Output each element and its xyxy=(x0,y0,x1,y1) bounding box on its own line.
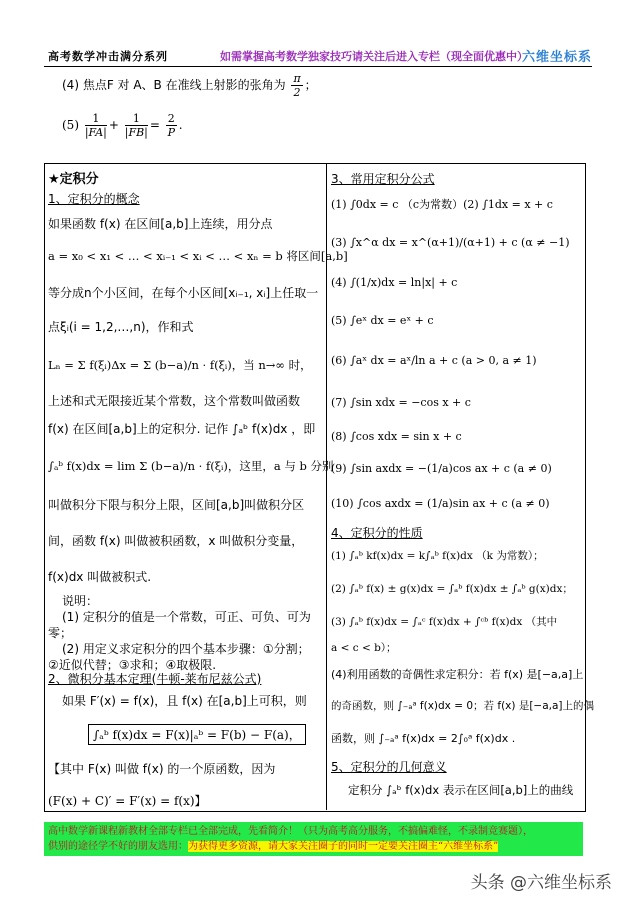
formula-4: (4) ∫(1/x)dx = ln|x| + c xyxy=(331,276,458,289)
footer-line-2b: 为获得更多资源，请大家关注圈子的同时一定要关注圈主“六维坐标系” xyxy=(188,841,499,852)
item-5-label: (5) xyxy=(62,118,79,132)
def-p10: 间，函数 f(x) 叫做被积函数，x 叫做积分变量， xyxy=(48,534,304,548)
formula-7: (7) ∫sin xdx = −cos x + c xyxy=(331,396,471,409)
item-5-rhs: 2 xyxy=(167,112,175,125)
def-p11: f(x)dx 叫做被积式. xyxy=(48,570,152,584)
formula-9: (9) ∫sin axdx = −(1/a)cos ax + c (a ≠ 0) xyxy=(331,462,552,475)
ftc-formula xyxy=(88,724,306,745)
def-p4: 点ξᵢ(i = 1,2,…,n)，作和式 xyxy=(48,320,194,334)
item-5-rhs-den: P xyxy=(167,126,175,139)
def-p6: 上述和式无限接近某个常数，这个常数叫做函数 xyxy=(48,394,301,408)
prop-4: (4)利用函数的奇偶性求定积分：若 f(x) 是[−a,a]上 xyxy=(331,668,584,681)
item-4-frac xyxy=(291,72,302,99)
note-2b: ②近似代替；③求和；④取极限. xyxy=(48,658,217,672)
footer-banner xyxy=(44,822,583,856)
formula-5: (5) ∫eˣ dx = eˣ + c xyxy=(331,314,434,327)
note-2: (2) 用定义求定积分的四个基本步骤：①分割； xyxy=(62,642,310,656)
formula-10: (10) ∫cos axdx = (1/a)sin ax + c (a ≠ 0) xyxy=(331,497,550,510)
def-p8: ∫ₐᵇ f(x)dx = lim Σ (b−a)/n · f(ξᵢ)，这里，a 与 b 分别 xyxy=(48,459,334,473)
formula-8: (8) ∫cos xdx = sin x + c xyxy=(331,430,462,443)
def-p1: 如果函数 f(x) 在区间[a,b]上连续，用分点 xyxy=(48,217,273,231)
prop-3b: a < c < b）； xyxy=(331,642,397,654)
formula-3: (3) ∫x^α dx = x^(α+1)/(α+1) + c (α ≠ −1) xyxy=(331,236,570,249)
ftc-p1: 如果 F′(x) = f(x)，且 f(x) 在[a,b]上可积，则 xyxy=(62,694,307,708)
item-4-text: (4) 焦点F 对 A、B 在准线上射影的张角为 xyxy=(62,78,286,92)
prop-4c: 函数，则 ∫₋ₐᵃ f(x)dx = 2∫₀ᵃ f(x)dx . xyxy=(331,732,516,745)
page-header xyxy=(44,46,592,68)
promo-text: 如需掌握高考数学独家技巧请关注后进入专栏（现全面优惠中） xyxy=(220,50,528,63)
note-1: (1) 定积分的值是一个常数，可正、可负、可为 xyxy=(62,610,311,624)
watermark: 头条 @六维坐标系 xyxy=(470,873,612,893)
section-title: ★定积分 xyxy=(48,172,99,187)
s3-title: 3、常用定积分公式 xyxy=(331,172,435,186)
s1-title: 1、定积分的概念 xyxy=(48,192,140,206)
def-p2: a = x₀ < x₁ < … < xᵢ₋₁ < xᵢ < … < xₙ = b 将区间[a,b] xyxy=(48,249,348,263)
formula-6: (6) ∫aˣ dx = aˣ/ln a + c (a > 0, a ≠ 1) xyxy=(331,354,537,367)
note-title: 说明： xyxy=(62,594,99,608)
prop-4b: 的奇函数，则 ∫₋ₐᵃ f(x)dx = 0；若 f(x) 是[−a,a]上的偶 xyxy=(331,700,595,712)
geom-p1: 定积分 ∫ₐᵇ f(x)dx 表示在区间[a,b]上的曲线 xyxy=(348,783,574,797)
series-title: 高考数学冲击满分系列 xyxy=(48,50,168,63)
s4-title: 4、定积分的性质 xyxy=(331,526,423,540)
s2-title: 2、微积分基本定理(牛顿-莱布尼兹公式) xyxy=(48,672,262,686)
prop-3: (3) ∫ₐᵇ f(x)dx = ∫ₐᶜ f(x)dx + ∫ᶜᵇ f(x)dx （其中 xyxy=(331,616,558,628)
def-p3: 等分成n个小区间，在每个小区间[xᵢ₋₁, xᵢ]上任取一 xyxy=(48,286,319,300)
item-5-f2: |FB| xyxy=(124,126,148,139)
item-4-num: π xyxy=(293,72,301,85)
item-5-f1: |FA| xyxy=(84,126,107,139)
footer-line-2a: 供别的途径学不好的朋友选用： xyxy=(48,841,188,852)
def-p5: Lₙ = Σ f(ξᵢ)Δx = Σ (b−a)/n · f(ξᵢ)，当 n→∞ 时， xyxy=(48,358,312,372)
brand-name: 六维坐标系 xyxy=(521,50,592,65)
def-p9: 叫做积分下限与积分上限，区间[a,b]叫做积分区 xyxy=(48,498,305,512)
ftc-p3: 【其中 F(x) 叫做 f(x) 的一个原函数，因为 xyxy=(48,762,276,776)
ftc-formula-text: ∫ₐᵇ f(x)dx = F(x)|ₐᵇ = F(b) − F(a)， xyxy=(88,724,306,745)
item-5: (5) $\frac{1}{|FA|}$ + $\frac{1}{|FB|}$ = $\frac{2}{P}$ . xyxy=(62,112,183,139)
header-rule xyxy=(44,66,592,67)
item-4: (4) 焦点F 对 A、B 在准线上射影的张角为 $\frac{\pi}{2}$ ； xyxy=(62,72,317,99)
footer-line-2 xyxy=(48,839,579,854)
ftc-p4: (F(x) + C)′ = F′(x) = f(x)】 xyxy=(48,794,207,808)
item-4-den: 2 xyxy=(293,86,301,99)
footer-line-1: 高中数学新课程新教材全部专栏已全部完成，先看简介！（只为高考高分服务，不搞偏难怪，不录制竞赛题）， xyxy=(48,826,533,837)
prop-2: (2) ∫ₐᵇ f(x) ± g(x)dx = ∫ₐᵇ f(x)dx ± ∫ₐᵇ g(x)dx； xyxy=(331,583,573,595)
def-p7: f(x) 在区间[a,b]上的定积分. 记作 ∫ₐᵇ f(x)dx ，即 xyxy=(48,422,316,436)
prop-1: (1) ∫ₐᵇ kf(x)dx = k∫ₐᵇ f(x)dx （k 为常数）； xyxy=(331,550,544,562)
formula-1-2: (1) ∫0dx = c （c为常数）(2) ∫1dx = x + c xyxy=(331,198,553,211)
s5-title: 5、定积分的几何意义 xyxy=(331,760,447,774)
note-1b: 零； xyxy=(48,626,73,640)
